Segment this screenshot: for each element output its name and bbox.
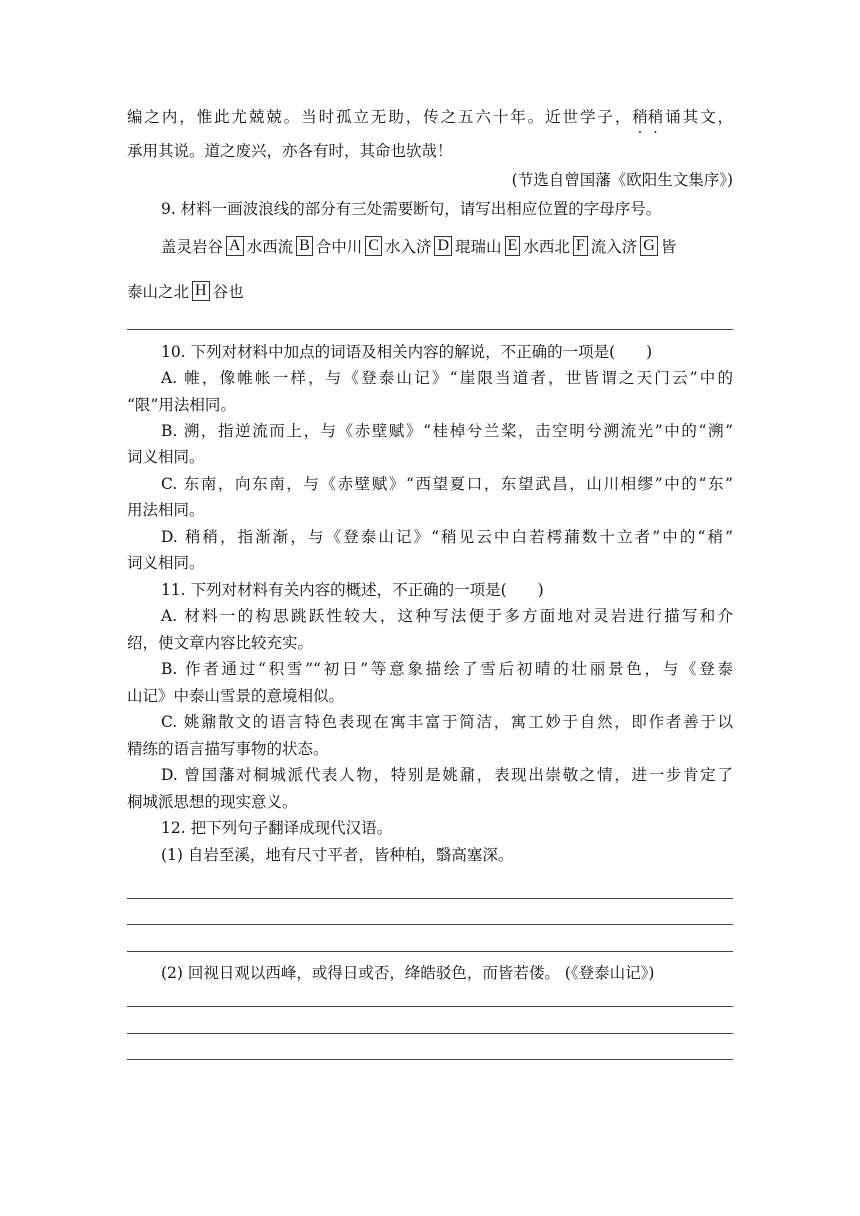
q12-sentence-1: (1) 自岩至溪，地有尺寸平者，皆种柏，翳高塞深。 — [161, 846, 514, 864]
emphasis-dot-char: 稍 — [647, 108, 664, 126]
passage-source: (节选自曾国藩《欧阳生文集序》) — [511, 171, 733, 189]
answer-line — [127, 951, 733, 952]
q10-option-d-line-2: 词义相同。 — [127, 554, 205, 572]
q9-segment-text: 水西北 — [523, 238, 570, 256]
letter-box-E: E — [505, 236, 521, 256]
q10-option-c-line-1: C. 东南，向东南，与《赤壁赋》“西望夏口，东望武昌，山川相缪”中的“东” — [161, 475, 733, 493]
letter-box-F: F — [573, 236, 588, 256]
q10-option-a-line-2: “限”用法相同。 — [127, 396, 236, 414]
letter-box-H: H — [192, 281, 210, 301]
q10-option-b-line-1: B. 溯，指逆流而上，与《赤壁赋》“桂棹兮兰桨，击空明兮溯流光”中的“溯” — [161, 422, 733, 440]
emphasis-dot-char: 稍 — [632, 108, 648, 126]
q11-option-a-line-1: A. 材料一的构思跳跃性较大，这种写法便于多方面地对灵岩进行描写和介 — [161, 607, 733, 625]
answer-line — [127, 329, 733, 330]
q9-segment-text: 合中川 — [315, 238, 363, 256]
q9-segment-tail: 皆 — [660, 238, 677, 256]
q11-option-c-line-2: 精练的语言描写事物的状态。 — [127, 740, 329, 758]
letter-box-G: G — [640, 236, 658, 256]
q9-segments — [127, 236, 733, 257]
q10-option-c-line-2: 用法相同。 — [127, 501, 205, 519]
q11-option-a-line-2: 绍，使文章内容比较充实。 — [127, 634, 314, 652]
letter-box-C: C — [365, 236, 382, 256]
answer-line — [127, 924, 733, 925]
q10-option-b-line-2: 词义相同。 — [127, 448, 205, 466]
q11-option-d-line-1: D. 曾国藩对桐城派代表人物，特别是姚鼐，表现出崇敬之情，进一步肯定了 — [161, 766, 733, 784]
q12-sentence-2: (2) 回视日观以西峰，或得日或否，绛皓驳色，而皆若偻。 (《登泰山记》) — [161, 964, 655, 982]
q9-segment-text: 水西流 — [246, 238, 294, 256]
passage-line-1: 编之内，惟此尤兢兢。当时孤立无助，传之五六十年。近世学子，稍稍诵其文， — [127, 108, 733, 126]
answer-line — [127, 1059, 733, 1060]
q11-stem: 11. 下列对材料有关内容的概述，不正确的一项是( ) — [161, 581, 544, 599]
q9-segment-text: 琨瑞山 — [455, 238, 502, 256]
letter-box-B: B — [296, 236, 313, 256]
q9-stem: 9. 材料一画波浪线的部分有三处需要断句，请写出相应位置的字母序号。 — [161, 200, 662, 218]
q10-option-d-line-1: D. 稍稍，指渐渐，与《登泰山记》“稍见云中白若樗蒱数十立者”中的“稍” — [161, 528, 733, 546]
q10-option-a-line-1: A. 帷，像帷帐一样，与《登泰山记》“崖限当道者，世皆谓之天门云”中的 — [161, 369, 733, 387]
answer-line — [127, 1006, 733, 1007]
q9-segment-text: 盖灵岩谷 — [161, 238, 224, 256]
q9-segment-text: 水入济 — [384, 238, 432, 256]
answer-line — [127, 1033, 733, 1034]
q11-option-d-line-2: 桐城派思想的现实意义。 — [127, 793, 298, 811]
q11-option-b-line-2: 山记》中泰山雪景的意境相似。 — [127, 687, 345, 705]
q11-option-c-line-1: C. 姚鼐散文的语言特色表现在寓丰富于简洁，寓工妙于自然，即作者善于以 — [161, 713, 733, 731]
passage-line-2: 承用其说。道之废兴，亦各有时，其命也欤哉！ — [127, 142, 453, 160]
answer-line — [127, 898, 733, 899]
q10-stem: 10. 下列对材料中加点的词语及相关内容的解说，不正确的一项是( ) — [161, 343, 653, 361]
letter-box-A: A — [226, 236, 244, 256]
q11-option-b-line-1: B. 作者通过“积雪”“初日”等意象描绘了雪后初晴的壮丽景色，与《登泰 — [161, 660, 733, 678]
q12-stem: 12. 把下列句子翻译成现代汉语。 — [161, 819, 393, 837]
q9-segment-text: 流入济 — [590, 238, 638, 256]
q9-segments-line-2: 泰山之北 H 谷也 — [127, 282, 244, 301]
letter-box-D: D — [434, 236, 452, 256]
